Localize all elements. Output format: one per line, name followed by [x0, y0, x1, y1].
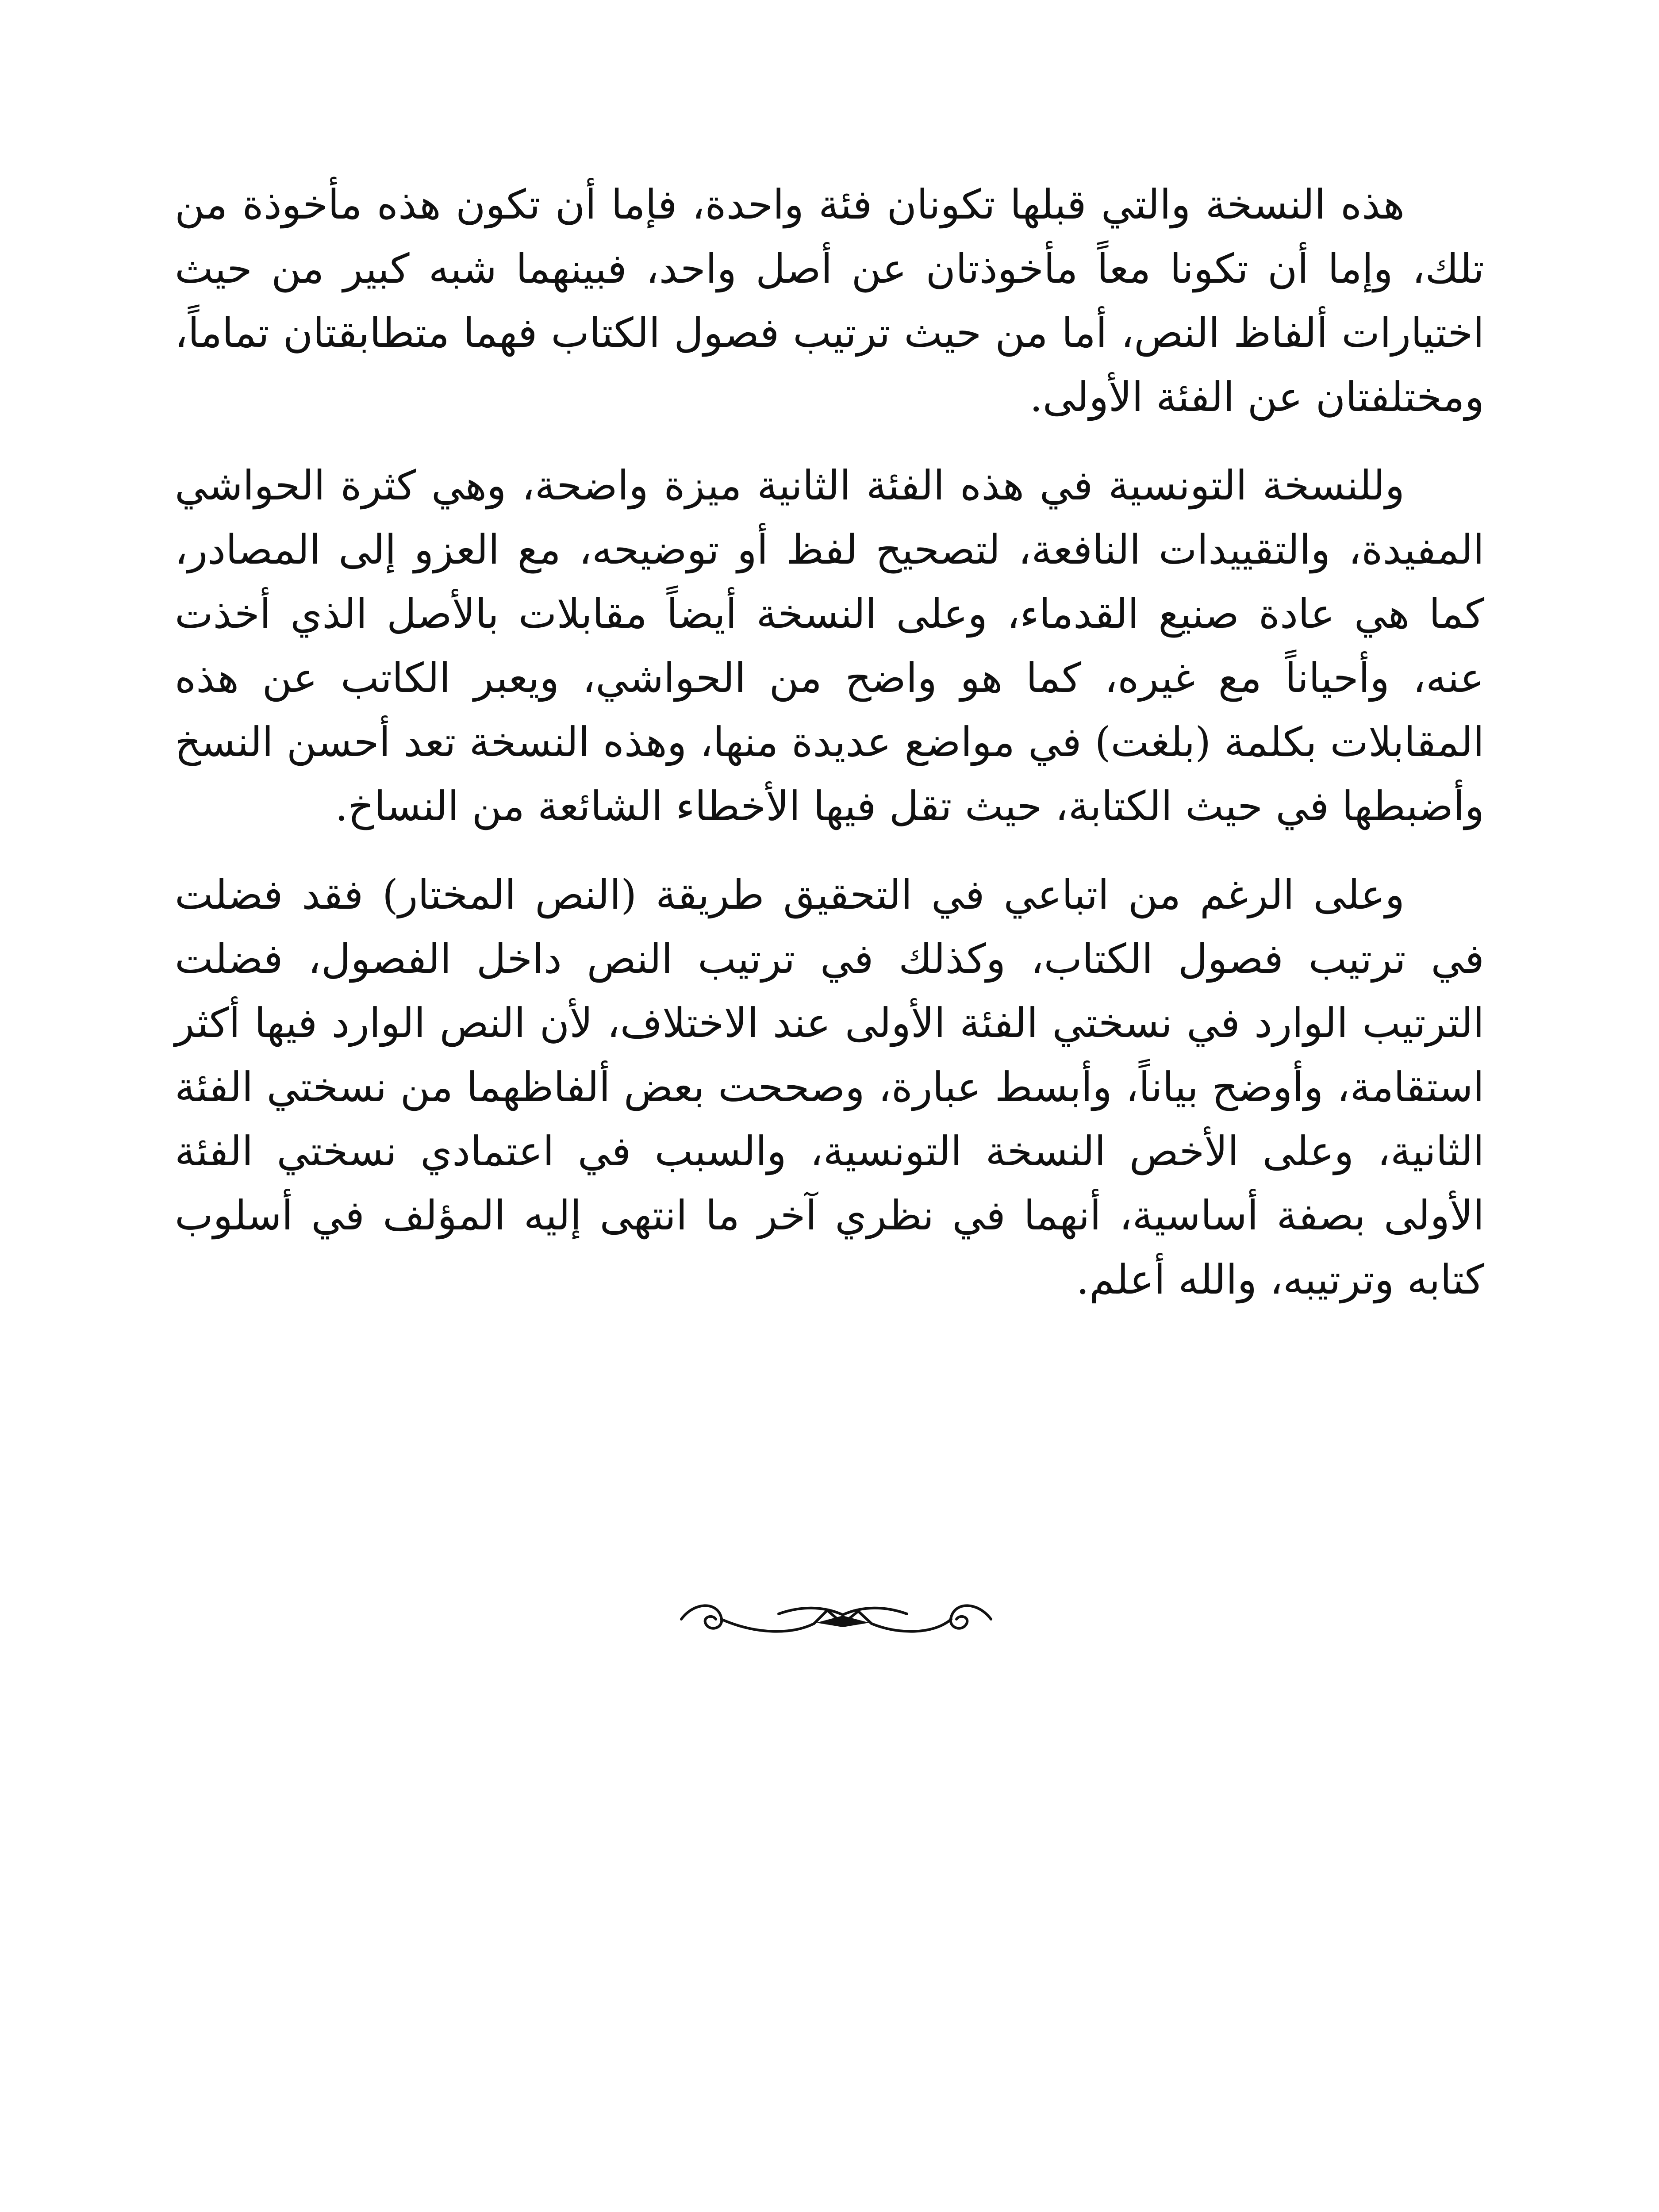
paragraph-1: هذه النسخة والتي قبلها تكونان فئة واحدة، فإما أن تكون هذه مأخوذة من تلك، وإما أن تكونا معاً مأخوذتان عن أصل واحد، فبينهما شبه كبير من حيث اختيارات ألفاظ النص، أما من حيث ترتيب فصول الكتاب فهما متطابقتان تماماً، ومختلفتان عن الفئة الأولى. — [175, 181, 1484, 421]
paragraph-3: وعلى الرغم من اتباعي في التحقيق طريقة (النص المختار) فقد فضلت في ترتيب فصول الكتاب، وكذلك في ترتيب النص داخل الفصول، فضلت الترتيب الوارد في نسختي الفئة الأولى عند الاختلاف، لأن النص الوارد فيها أكثر استقامة، وأوضح بياناً، وأبسط عبارة، وصححت بعض ألفاظهما من نسختي الفئة الثانية، وعلى الأخص النسخة التونسية، والسبب في اعتمادي نسختي الفئة الأولى بصفة أساسية، أنهما في نظري آخر ما انتهى إليه المؤلف في أسلوب كتابه وترتيبه، والله أعلم. — [175, 871, 1484, 1303]
decorative-flourish-icon — [668, 1593, 1004, 1641]
paragraph-2: وللنسخة التونسية في هذه الفئة الثانية ميزة واضحة، وهي كثرة الحواشي المفيدة، والتقييدات النافعة، لتصحيح لفظ أو توضيحه، مع العزو إلى المصادر، كما هي عادة صنيع القدماء، وعلى النسخة أيضاً مقابلات بالأصل الذي أخذت عنه، وأحياناً مع غيره، كما هو واضح من الحواشي، ويعبر الكاتب عن هذه المقابلات بكلمة (بلغت) في مواضع عديدة منها، وهذه النسخة تعد أحسن النسخ وأضبطها في حيث الكتابة، حيث تقل فيها الأخطاء الشائعة من النساخ. — [175, 462, 1484, 830]
body-text — [175, 173, 1484, 1336]
